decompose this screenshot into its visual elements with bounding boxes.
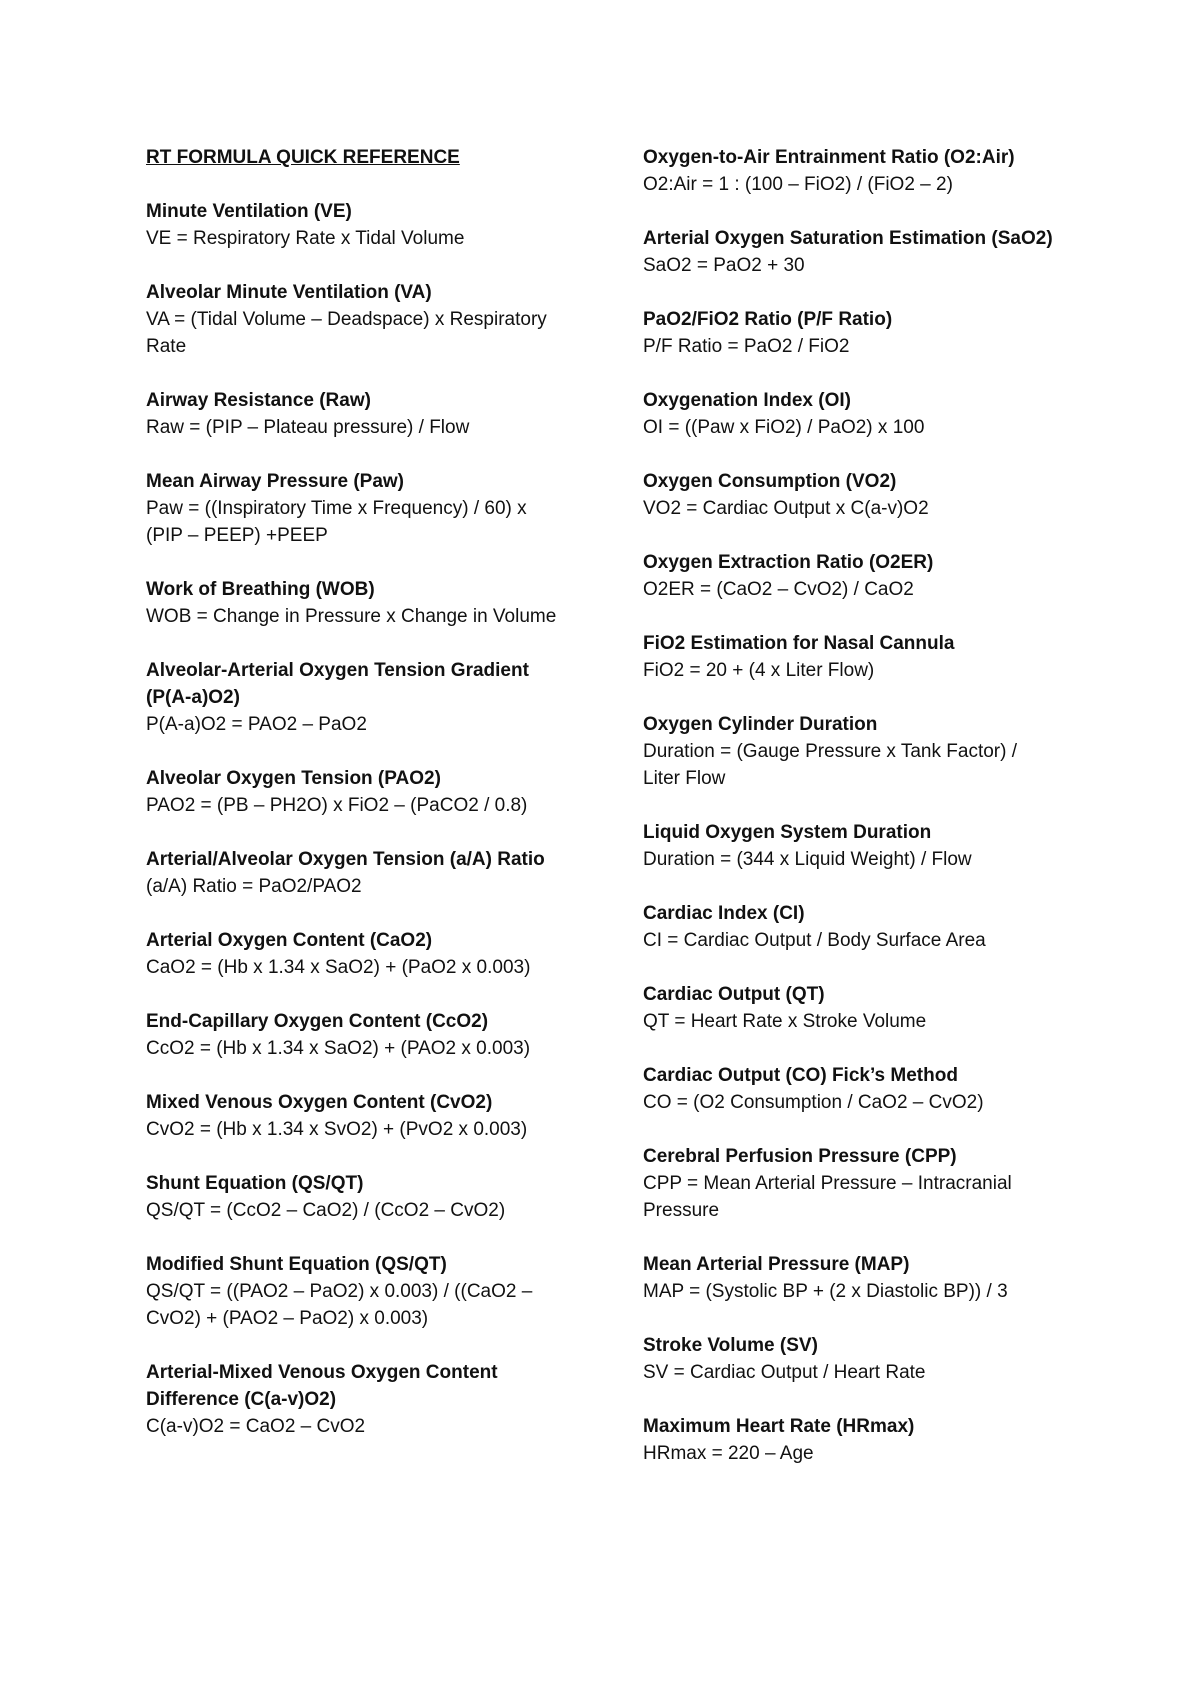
formula-title: Mixed Venous Oxygen Content (CvO2)	[146, 1092, 493, 1113]
formula-expression: CO = (O2 Consumption / CaO2 – CvO2)	[643, 1092, 984, 1113]
formula-expression: WOB = Change in Pressure x Change in Volume	[146, 606, 557, 627]
formula-expression: C(a-v)O2 = CaO2 – CvO2	[146, 1416, 366, 1437]
formula-title: Cerebral Perfusion Pressure (CPP)	[643, 1146, 957, 1167]
formula-entry	[643, 981, 1058, 1035]
formula-title: Oxygenation Index (OI)	[643, 390, 851, 411]
formula-entry	[146, 1359, 566, 1440]
formula-expression: OI = ((Paw x FiO2) / PaO2) x 100	[643, 417, 925, 438]
formula-title: FiO2 Estimation for Nasal Cannula	[643, 633, 955, 654]
formula-expression: QT = Heart Rate x Stroke Volume	[643, 1011, 927, 1032]
formula-expression: CcO2 = (Hb x 1.34 x SaO2) + (PAO2 x 0.003)	[146, 1038, 531, 1059]
formula-entry	[146, 387, 566, 441]
formula-title: Minute Ventilation (VE)	[146, 201, 352, 222]
formula-entry	[643, 549, 1058, 603]
formula-title: Shunt Equation (QS/QT)	[146, 1173, 364, 1194]
formula-entry	[643, 1143, 1058, 1224]
formula-entry	[643, 900, 1058, 954]
formula-entry	[643, 1413, 1058, 1467]
formula-expression: O2:Air = 1 : (100 – FiO2) / (FiO2 – 2)	[643, 174, 953, 195]
formula-expression: (a/A) Ratio = PaO2/PAO2	[146, 876, 362, 897]
formula-title: Modified Shunt Equation (QS/QT)	[146, 1254, 447, 1275]
formula-expression: CvO2 = (Hb x 1.34 x SvO2) + (PvO2 x 0.003)	[146, 1119, 528, 1140]
formula-entry	[146, 765, 566, 819]
left-entries	[146, 198, 566, 1440]
formula-title: Cardiac Output (QT)	[643, 984, 825, 1005]
formula-expression: O2ER = (CaO2 – CvO2) / CaO2	[643, 579, 914, 600]
formula-expression: Duration = (344 x Liquid Weight) / Flow	[643, 849, 972, 870]
formula-entry	[146, 1170, 566, 1224]
formula-expression: CPP = Mean Arterial Pressure – Intracranial Pressure	[643, 1173, 1012, 1221]
formula-expression: Paw = ((Inspiratory Time x Frequency) / 60) x (PIP – PEEP) +PEEP	[146, 498, 527, 546]
formula-entry	[146, 1251, 566, 1332]
formula-title: Arterial/Alveolar Oxygen Tension (a/A) Ratio	[146, 849, 545, 870]
formula-expression: VA = (Tidal Volume – Deadspace) x Respiratory Rate	[146, 309, 547, 357]
formula-title: Arterial Oxygen Saturation Estimation (SaO2)	[643, 228, 1053, 249]
formula-entry	[643, 306, 1058, 360]
formula-expression: MAP = (Systolic BP + (2 x Diastolic BP)) / 3	[643, 1281, 1008, 1302]
formula-title: Airway Resistance (Raw)	[146, 390, 371, 411]
formula-expression: Duration = (Gauge Pressure x Tank Factor) / Liter Flow	[643, 741, 1018, 789]
formula-title: End-Capillary Oxygen Content (CcO2)	[146, 1011, 489, 1032]
formula-title: Alveolar-Arterial Oxygen Tension Gradient (P(A-a)O2)	[146, 660, 529, 708]
left-column	[146, 144, 566, 1467]
formula-title: Work of Breathing (WOB)	[146, 579, 375, 600]
formula-title: Mean Arterial Pressure (MAP)	[643, 1254, 910, 1275]
formula-entry	[146, 198, 566, 252]
right-entries	[643, 144, 1058, 1467]
formula-title: Oxygen Extraction Ratio (O2ER)	[643, 552, 934, 573]
formula-title: Arterial Oxygen Content (CaO2)	[146, 930, 433, 951]
formula-title: Cardiac Output (CO) Fick’s Method	[643, 1065, 958, 1086]
formula-entry	[643, 819, 1058, 873]
document-title: RT FORMULA QUICK REFERENCE	[146, 147, 460, 168]
formula-title: Liquid Oxygen System Duration	[643, 822, 932, 843]
formula-expression: HRmax = 220 – Age	[643, 1443, 814, 1464]
formula-title: Oxygen Cylinder Duration	[643, 714, 878, 735]
formula-title: Arterial-Mixed Venous Oxygen Content Difference (C(a-v)O2)	[146, 1362, 498, 1410]
formula-title: Oxygen-to-Air Entrainment Ratio (O2:Air)	[643, 147, 1015, 168]
formula-entry	[643, 630, 1058, 684]
formula-entry	[643, 468, 1058, 522]
formula-entry	[643, 1062, 1058, 1116]
formula-entry	[146, 1089, 566, 1143]
formula-entry	[643, 387, 1058, 441]
formula-expression: SaO2 = PaO2 + 30	[643, 255, 805, 276]
formula-entry	[146, 1008, 566, 1062]
formula-entry	[146, 657, 566, 738]
formula-entry	[146, 846, 566, 900]
formula-expression: SV = Cardiac Output / Heart Rate	[643, 1362, 926, 1383]
formula-expression: Raw = (PIP – Plateau pressure) / Flow	[146, 417, 470, 438]
formula-entry	[146, 576, 566, 630]
formula-title: Oxygen Consumption (VO2)	[643, 471, 897, 492]
formula-entry	[643, 1332, 1058, 1386]
formula-expression: VE = Respiratory Rate x Tidal Volume	[146, 228, 465, 249]
formula-entry	[146, 468, 566, 549]
formula-expression: QS/QT = ((PAO2 – PaO2) x 0.003) / ((CaO2 – CvO2) + (PAO2 – PaO2) x 0.003)	[146, 1281, 533, 1329]
formula-expression: CaO2 = (Hb x 1.34 x SaO2) + (PaO2 x 0.003)	[146, 957, 531, 978]
formula-title: Stroke Volume (SV)	[643, 1335, 818, 1356]
formula-entry	[643, 225, 1058, 279]
formula-entry	[643, 1251, 1058, 1305]
formula-expression: P/F Ratio = PaO2 / FiO2	[643, 336, 850, 357]
formula-title: Alveolar Minute Ventilation (VA)	[146, 282, 432, 303]
formula-title: Alveolar Oxygen Tension (PAO2)	[146, 768, 441, 789]
formula-entry	[146, 927, 566, 981]
formula-expression: CI = Cardiac Output / Body Surface Area	[643, 930, 986, 951]
formula-expression: FiO2 = 20 + (4 x Liter Flow)	[643, 660, 875, 681]
formula-title: Cardiac Index (CI)	[643, 903, 805, 924]
formula-title: PaO2/FiO2 Ratio (P/F Ratio)	[643, 309, 893, 330]
formula-expression: QS/QT = (CcO2 – CaO2) / (CcO2 – CvO2)	[146, 1200, 506, 1221]
right-column	[643, 144, 1058, 1494]
formula-expression: VO2 = Cardiac Output x C(a-v)O2	[643, 498, 929, 519]
formula-entry	[643, 144, 1058, 198]
formula-title: Maximum Heart Rate (HRmax)	[643, 1416, 915, 1437]
formula-expression: P(A-a)O2 = PAO2 – PaO2	[146, 714, 367, 735]
formula-entry	[146, 279, 566, 360]
formula-entry	[643, 711, 1058, 792]
formula-expression: PAO2 = (PB – PH2O) x FiO2 – (PaCO2 / 0.8)	[146, 795, 528, 816]
formula-title: Mean Airway Pressure (Paw)	[146, 471, 405, 492]
